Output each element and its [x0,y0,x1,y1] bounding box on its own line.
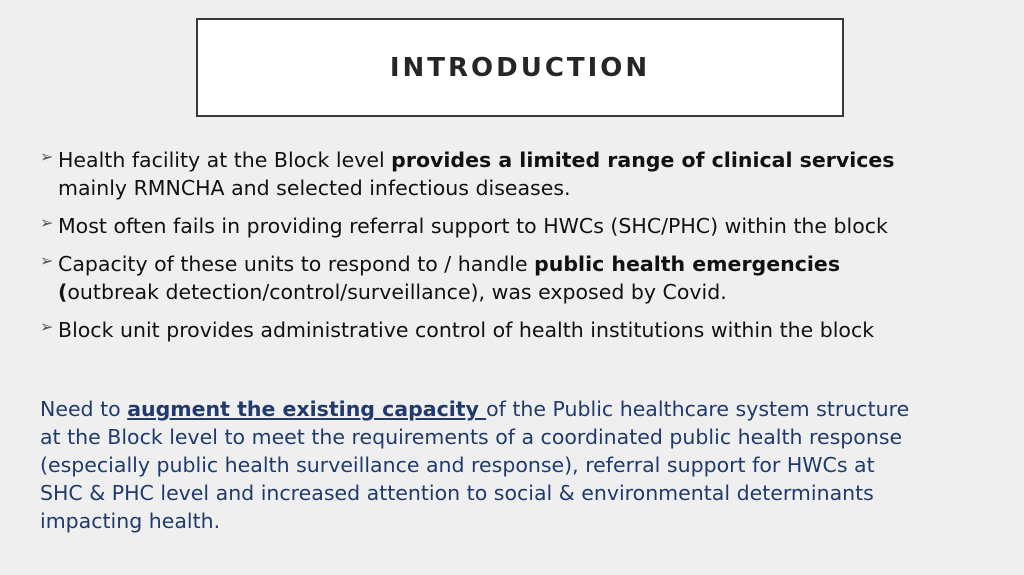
slide-title: INTRODUCTION [389,52,651,83]
bullet-line [58,278,990,306]
bullet-list [40,146,990,354]
bullet-bold-text: provides a limited range of clinical services [391,148,895,172]
bullet-line [58,146,990,174]
bullet-bold-text: public health emergencies [534,252,841,276]
title-box [196,18,844,117]
arrow-bullet-icon: ➢ [40,213,54,232]
need-line [40,395,990,423]
bullet-text: Capacity of these units to respond to / handle [58,252,535,276]
need-line: (especially public health surveillance and response), referral support for HWCs at [40,453,875,477]
need-paragraph [40,395,990,535]
arrow-bullet-icon: ➢ [40,251,54,270]
need-text: of the Public healthcare system structure [486,397,910,421]
bullet-text: Health facility at the Block level [58,148,392,172]
need-line: SHC & PHC level and increased attention to social & environmental determinants [40,481,874,505]
bullet-line: Block unit provides administrative control of health institutions within the block [58,318,875,342]
bullet-line [58,250,990,278]
bullet-line: mainly RMNCHA and selected infectious diseases. [58,176,571,200]
need-text: Need to [40,397,128,421]
bullet-item [40,250,990,306]
bullet-item [40,146,990,202]
bullet-item [40,316,990,344]
need-line: at the Block level to meet the requirements of a coordinated public health response [40,425,903,449]
bullet-line: Most often fails in providing referral support to HWCs (SHC/PHC) within the block [58,214,888,238]
arrow-bullet-icon: ➢ [40,317,54,336]
need-line: impacting health. [40,509,221,533]
bullet-text: outbreak detection/control/surveillance), was exposed by Covid. [67,280,727,304]
bullet-item [40,212,990,240]
need-emphasis-text: augment the existing capacity [127,397,487,421]
bullet-bold-text: ( [58,280,68,304]
arrow-bullet-icon: ➢ [40,147,54,166]
